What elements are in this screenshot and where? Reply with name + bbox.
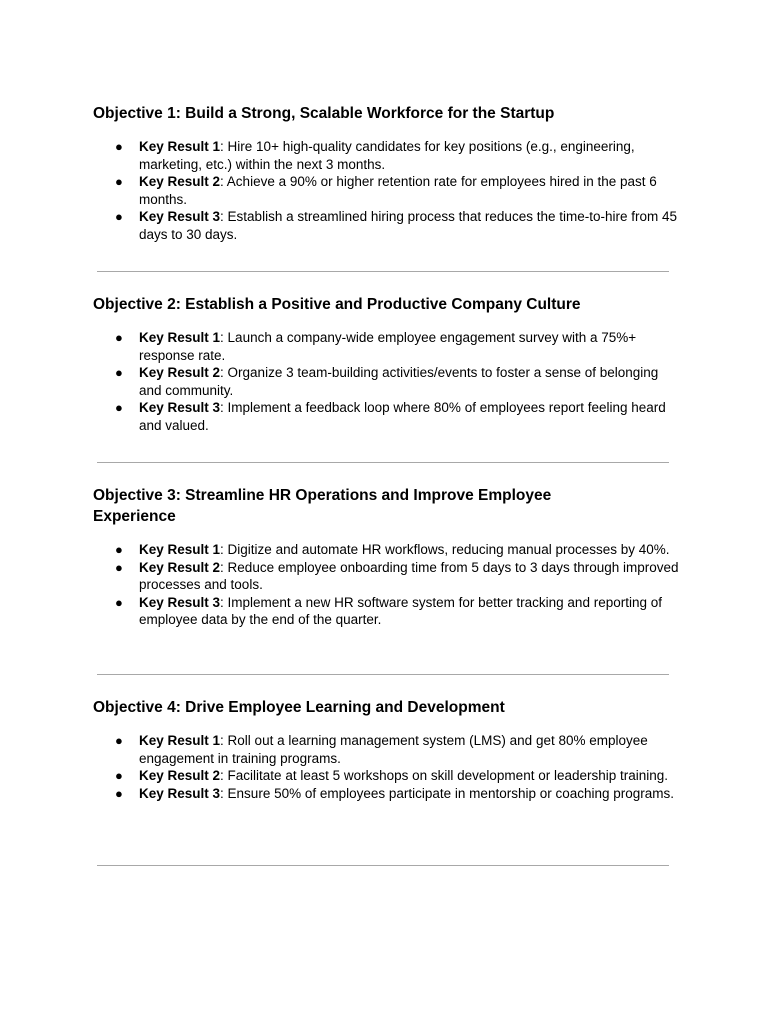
bullet-icon: ●	[115, 733, 123, 748]
bullet-icon: ●	[115, 542, 123, 557]
objective-section-4	[93, 697, 683, 801]
key-result-item	[93, 138, 683, 173]
bullet-icon: ●	[115, 365, 123, 381]
key-result-item	[93, 785, 683, 803]
bullet-icon: ●	[115, 559, 123, 575]
bullet-icon: ●	[115, 330, 123, 345]
key-result-text: : Roll out a learning management system (LMS) and get 80% employee engagement in training programs.	[139, 733, 648, 766]
key-result-item	[93, 329, 683, 364]
key-result-label: Key Result 3	[139, 785, 221, 801]
key-result-text: : Implement a feedback loop where 80% of employees report feeling heard and valued.	[139, 400, 666, 433]
key-result-item	[93, 208, 683, 243]
key-result-label: Key Result 3	[139, 209, 221, 225]
horizontal-divider	[97, 271, 669, 272]
key-result-label: Key Result 3	[139, 400, 221, 416]
key-result-label: Key Result 2	[139, 174, 221, 190]
bullet-icon: ●	[115, 594, 123, 610]
horizontal-divider	[97, 865, 669, 866]
key-result-text: : Ensure 50% of employees participate in mentorship or coaching programs.	[220, 785, 675, 801]
bullet-icon: ●	[115, 209, 123, 225]
objective-heading: Objective 3: Streamline HR Operations and Improve Employee Experience	[93, 487, 552, 525]
key-result-item	[93, 399, 683, 434]
key-result-label: Key Result 1	[139, 330, 221, 345]
objective-heading: Objective 1: Build a Strong, Scalable Workforce for the Startup	[93, 105, 555, 122]
bullet-icon: ●	[115, 139, 123, 154]
key-result-item	[93, 541, 683, 559]
key-result-item	[93, 594, 683, 629]
key-result-item	[93, 767, 683, 785]
key-result-label: Key Result 2	[139, 365, 221, 381]
key-result-text: : Digitize and automate HR workflows, reducing manual processes by 40%.	[220, 542, 670, 557]
key-result-label: Key Result 1	[139, 542, 221, 557]
key-result-text: : Launch a company-wide employee engagement survey with a 75%+ response rate.	[139, 330, 637, 363]
key-result-item	[93, 732, 683, 767]
key-result-text: : Establish a streamlined hiring process that reduces the time-to-hire from 45 days to 30 days.	[139, 209, 678, 242]
key-result-text: : Hire 10+ high-quality candidates for key positions (e.g., engineering, marketing, etc.) within the next 3 months.	[139, 139, 635, 172]
bullet-icon: ●	[115, 785, 123, 801]
key-result-item	[93, 364, 683, 399]
key-result-label: Key Result 2	[139, 768, 221, 784]
key-result-text: : Implement a new HR software system for better tracking and reporting of employee data by the end of the quarter.	[139, 594, 662, 628]
key-result-item	[93, 559, 683, 594]
key-result-list	[93, 732, 683, 802]
horizontal-divider	[97, 462, 669, 463]
bullet-icon: ●	[115, 174, 123, 190]
key-result-label: Key Result 1	[139, 139, 221, 154]
key-result-label: Key Result 3	[139, 594, 221, 610]
objective-heading: Objective 2: Establish a Positive and Productive Company Culture	[93, 296, 581, 313]
objective-heading: Objective 4: Drive Employee Learning and Development	[93, 699, 505, 716]
objective-section-1	[93, 103, 683, 242]
key-result-text: : Achieve a 90% or higher retention rate for employees hired in the past 6 months.	[139, 174, 657, 207]
key-result-list	[93, 541, 683, 629]
key-result-item	[93, 173, 683, 208]
bullet-icon: ●	[115, 768, 123, 784]
key-result-list	[93, 138, 683, 244]
key-result-label: Key Result 1	[139, 733, 221, 748]
key-result-list	[93, 329, 683, 435]
key-result-label: Key Result 2	[139, 559, 221, 575]
key-result-text: : Organize 3 team-building activities/events to foster a sense of belonging and community.	[139, 365, 659, 398]
key-result-text: : Facilitate at least 5 workshops on skill development or leadership training.	[220, 768, 669, 784]
objective-section-3	[93, 485, 683, 628]
key-result-text: : Reduce employee onboarding time from 5 days to 3 days through improved processes and tools.	[139, 559, 679, 593]
objective-section-2	[93, 294, 683, 433]
horizontal-divider	[97, 674, 669, 675]
bullet-icon: ●	[115, 400, 123, 416]
